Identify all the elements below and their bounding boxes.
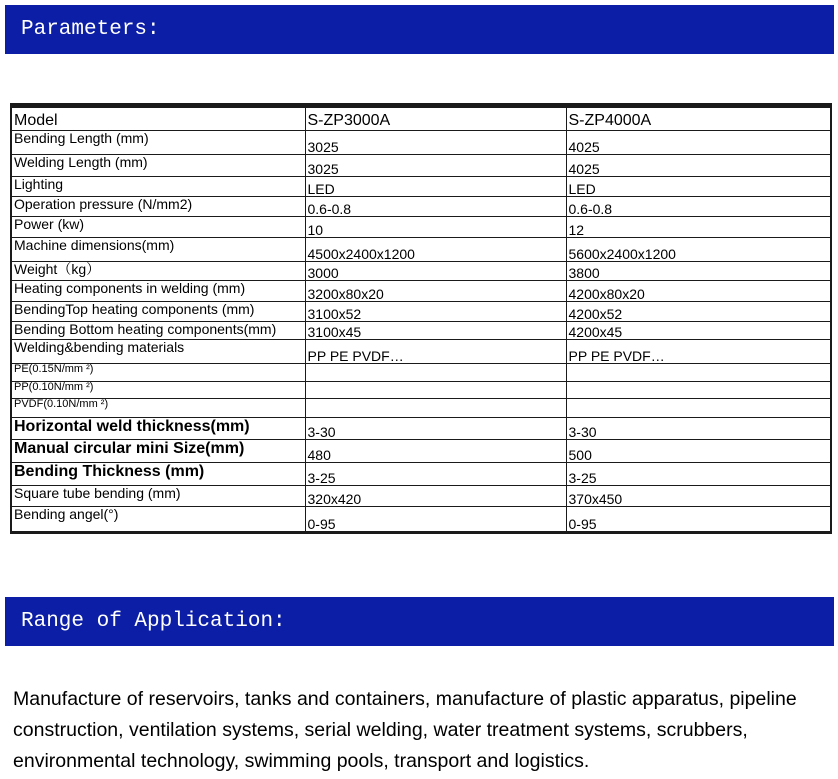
range-heading: Range of Application: bbox=[21, 610, 286, 633]
cell-value: 500 bbox=[566, 440, 831, 463]
table-row bbox=[11, 340, 831, 364]
cell-value: 5600x2400x1200 bbox=[566, 238, 831, 262]
table-row bbox=[11, 322, 831, 340]
row-label: Square tube bending (mm) bbox=[11, 486, 305, 507]
cell-value: 3100x45 bbox=[305, 322, 566, 340]
table-row bbox=[11, 155, 831, 177]
table-row bbox=[11, 486, 831, 507]
row-label: PVDF(0.10N/mm ²) bbox=[11, 399, 305, 418]
cell-value: 4025 bbox=[566, 155, 831, 177]
table-row bbox=[11, 281, 831, 302]
cell-value: 3200x80x20 bbox=[305, 281, 566, 302]
row-label: Bending Bottom heating components(mm) bbox=[11, 322, 305, 340]
cell-value: 3-25 bbox=[566, 463, 831, 486]
cell-value: 4200x80x20 bbox=[566, 281, 831, 302]
row-label: Model bbox=[11, 106, 305, 131]
cell-value: LED bbox=[305, 177, 566, 197]
row-label: Heating components in welding (mm) bbox=[11, 281, 305, 302]
table-row bbox=[11, 399, 831, 418]
cell-value: 3025 bbox=[305, 131, 566, 155]
cell-value: 3800 bbox=[566, 262, 831, 281]
cell-model-a: S-ZP3000A bbox=[305, 106, 566, 131]
parameters-table bbox=[10, 103, 832, 534]
table-row bbox=[11, 217, 831, 238]
table-row bbox=[11, 197, 831, 217]
row-label: Operation pressure (N/mm2) bbox=[11, 197, 305, 217]
table-row bbox=[11, 364, 831, 382]
table-row bbox=[11, 238, 831, 262]
cell-value: 3-30 bbox=[566, 418, 831, 440]
row-label: Horizontal weld thickness(mm) bbox=[11, 418, 305, 440]
cell-value: PP PE PVDF… bbox=[566, 340, 831, 364]
row-label: BendingTop heating components (mm) bbox=[11, 302, 305, 322]
table-row bbox=[11, 106, 831, 131]
row-label: Machine dimensions(mm) bbox=[11, 238, 305, 262]
table-row bbox=[11, 131, 831, 155]
parameters-heading: Parameters: bbox=[21, 18, 160, 41]
cell-value bbox=[305, 364, 566, 382]
cell-value bbox=[566, 364, 831, 382]
row-label: Bending angel(°) bbox=[11, 507, 305, 533]
cell-value: 0.6-0.8 bbox=[566, 197, 831, 217]
row-label: Welding&bending materials bbox=[11, 340, 305, 364]
cell-value: PP PE PVDF… bbox=[305, 340, 566, 364]
cell-value bbox=[305, 382, 566, 399]
row-label: PE(0.15N/mm ²) bbox=[11, 364, 305, 382]
cell-value: 320x420 bbox=[305, 486, 566, 507]
cell-value: 0-95 bbox=[566, 507, 831, 533]
cell-model-b: S-ZP4000A bbox=[566, 106, 831, 131]
cell-value: 4200x45 bbox=[566, 322, 831, 340]
row-label: Manual circular mini Size(mm) bbox=[11, 440, 305, 463]
cell-value: 3000 bbox=[305, 262, 566, 281]
row-label: Weight（kg） bbox=[11, 262, 305, 281]
cell-value: 4500x2400x1200 bbox=[305, 238, 566, 262]
table-row bbox=[11, 440, 831, 463]
cell-value: 0-95 bbox=[305, 507, 566, 533]
cell-value: 370x450 bbox=[566, 486, 831, 507]
cell-value: 3-25 bbox=[305, 463, 566, 486]
range-description: Manufacture of reservoirs, tanks and containers, manufacture of plastic apparatus, pipeline construction, ventilation systems, serial welding, water treatment systems, scrubbers, environmental technology, swimming pools, transport and logistics. bbox=[13, 688, 797, 772]
row-label: Bending Length (mm) bbox=[11, 131, 305, 155]
table-row bbox=[11, 262, 831, 281]
cell-value: 480 bbox=[305, 440, 566, 463]
cell-value: 0.6-0.8 bbox=[305, 197, 566, 217]
row-label: Power (kw) bbox=[11, 217, 305, 238]
row-label: PP(0.10N/mm ²) bbox=[11, 382, 305, 399]
cell-value: 12 bbox=[566, 217, 831, 238]
table-row bbox=[11, 418, 831, 440]
cell-value: 4200x52 bbox=[566, 302, 831, 322]
table-row bbox=[11, 507, 831, 533]
cell-value bbox=[566, 399, 831, 418]
cell-value bbox=[305, 399, 566, 418]
row-label: Bending Thickness (mm) bbox=[11, 463, 305, 486]
range-banner bbox=[5, 597, 834, 646]
row-label: Welding Length (mm) bbox=[11, 155, 305, 177]
cell-value: 3025 bbox=[305, 155, 566, 177]
table-row bbox=[11, 463, 831, 486]
cell-value: LED bbox=[566, 177, 831, 197]
cell-value bbox=[566, 382, 831, 399]
table-row bbox=[11, 177, 831, 197]
table-row bbox=[11, 302, 831, 322]
cell-value: 4025 bbox=[566, 131, 831, 155]
table-row bbox=[11, 382, 831, 399]
cell-value: 10 bbox=[305, 217, 566, 238]
row-label: Lighting bbox=[11, 177, 305, 197]
parameters-banner bbox=[5, 5, 834, 54]
cell-value: 3100x52 bbox=[305, 302, 566, 322]
cell-value: 3-30 bbox=[305, 418, 566, 440]
